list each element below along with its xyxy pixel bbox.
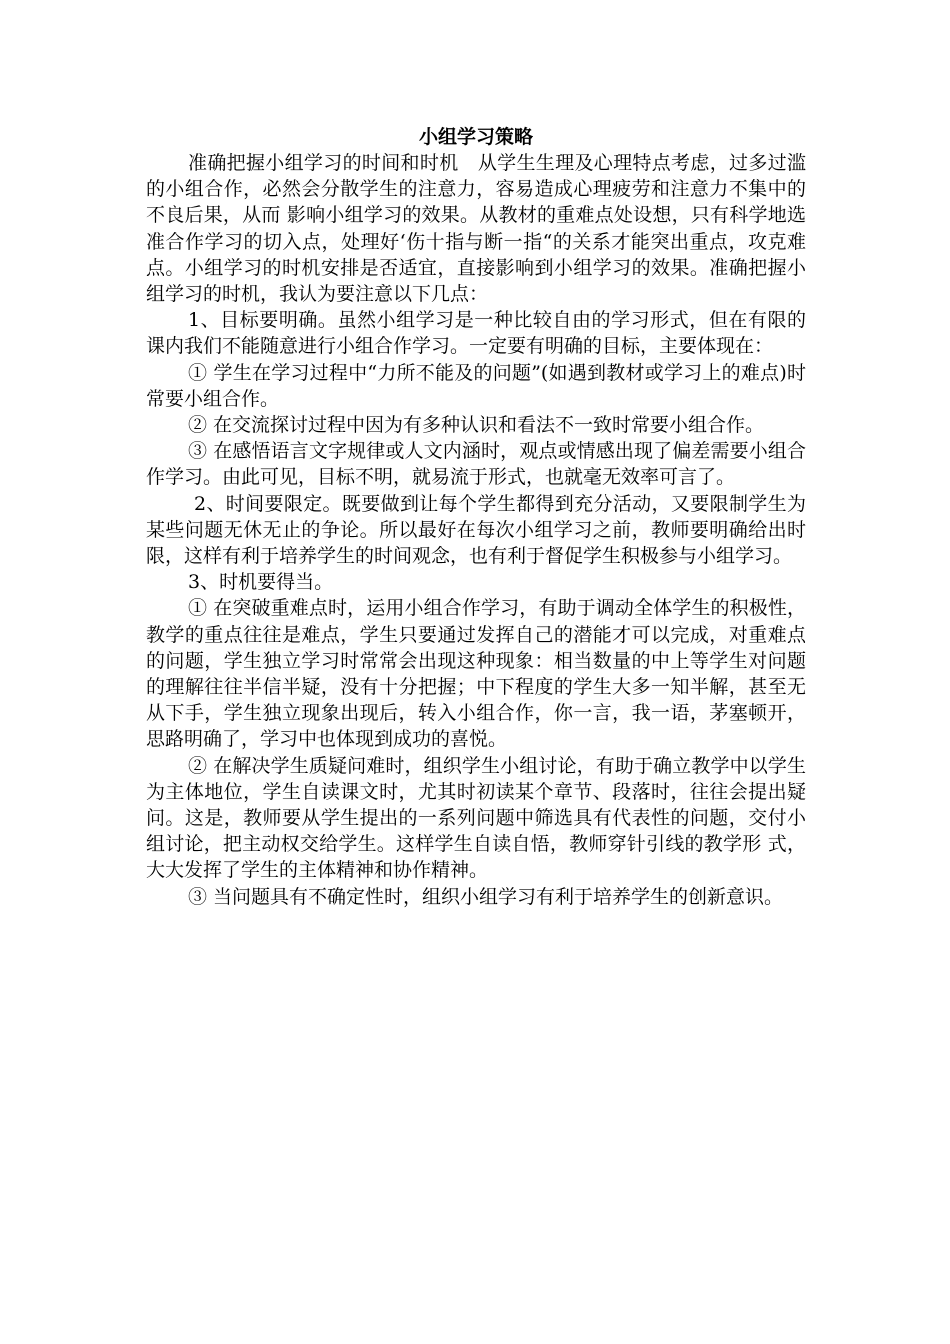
document-page — [146, 124, 806, 910]
point-1-sub-3: ③ 在感悟语言文字规律或人文内涵时，观点或情感出现了偏差需要小组合作学习。由此可见，目标不明，就易流于形式，也就毫无效率可言了。 — [146, 440, 806, 489]
intro-paragraph: 准确把握小组学习的时间和时机 从学生生理及心理特点考虑，过多过滥的小组合作，必然会分散学生的注意力，容易造成心理疲劳和注意力不集中的不良后果，从而 影响小组学习的效果。从教材的重难点处设想，只有科学地选准合作学习的切入点，处理好‘伤十指与断一指“的关系才能突出重点，攻克难点。小组学习的时机安排是否适宜，直接影响到小组学习的效果。准确把握小组学习的时机，我认为要注意以下几点： — [146, 152, 806, 306]
point-1-sub-1: ① 学生在学习过程中“力所不能及的问题”(如遇到教材或学习上的难点)时常要小组合作。 — [146, 361, 806, 410]
document-title: 小组学习策略 — [418, 126, 533, 148]
point-3-sub-2: ② 在解决学生质疑问难时，组织学生小组讨论，有助于确立教学中以学生为主体地位，学生自读课文时，尤其时初读某个章节、段落时，往往会提出疑问。这是，教师要从学生提出的一系列问题中筛选具有代表性的问题，交付小组讨论，把主动权交给学生。这样学生自读自悟，教师穿针引线的教学形 式，大大发挥了学生的主体精神和协作精神。 — [146, 754, 806, 882]
point-3-sub-3: ③ 当问题具有不确定性时，组织小组学习有利于培养学生的创新意识。 — [188, 885, 784, 908]
point-1-paragraph: 1、目标要明确。虽然小组学习是一种比较自由的学习形式，但在有限的课内我们不能随意进行小组合作学习。一定要有明确的目标，主要体现在： — [146, 309, 806, 358]
point-1-sub-2: ② 在交流探讨过程中因为有多种认识和看法不一致时常要小组合作。 — [188, 414, 765, 437]
point-3-sub-1: ① 在突破重难点时，运用小组合作学习，有助于调动全体学生的积极性，教学的重点往往是难点，学生只要通过发挥自己的潜能才可以完成，对重难点的问题，学生独立学习时常常会出现这种现象：相当数量的中上等学生对问题的理解往往半信半疑，没有十分把握；中下程度的学生大多一知半解，甚至无从下手，学生独立现象出现后，转入小组合作，你一言，我一语，茅塞顿开，思路明确了，学习中也体现到成功的喜悦。 — [146, 597, 806, 751]
point-2-paragraph: 2、时间要限定。既要做到让每个学生都得到充分活动，又要限制学生为某些问题无休无止的争论。所以最好在每次小组学习之前，教师要明确给出时限，这样有利于培养学生的时间观念，也有利于督促学生积极参与小组学习。 — [146, 492, 806, 568]
point-3-paragraph: 3、时机要得当。 — [188, 571, 334, 594]
